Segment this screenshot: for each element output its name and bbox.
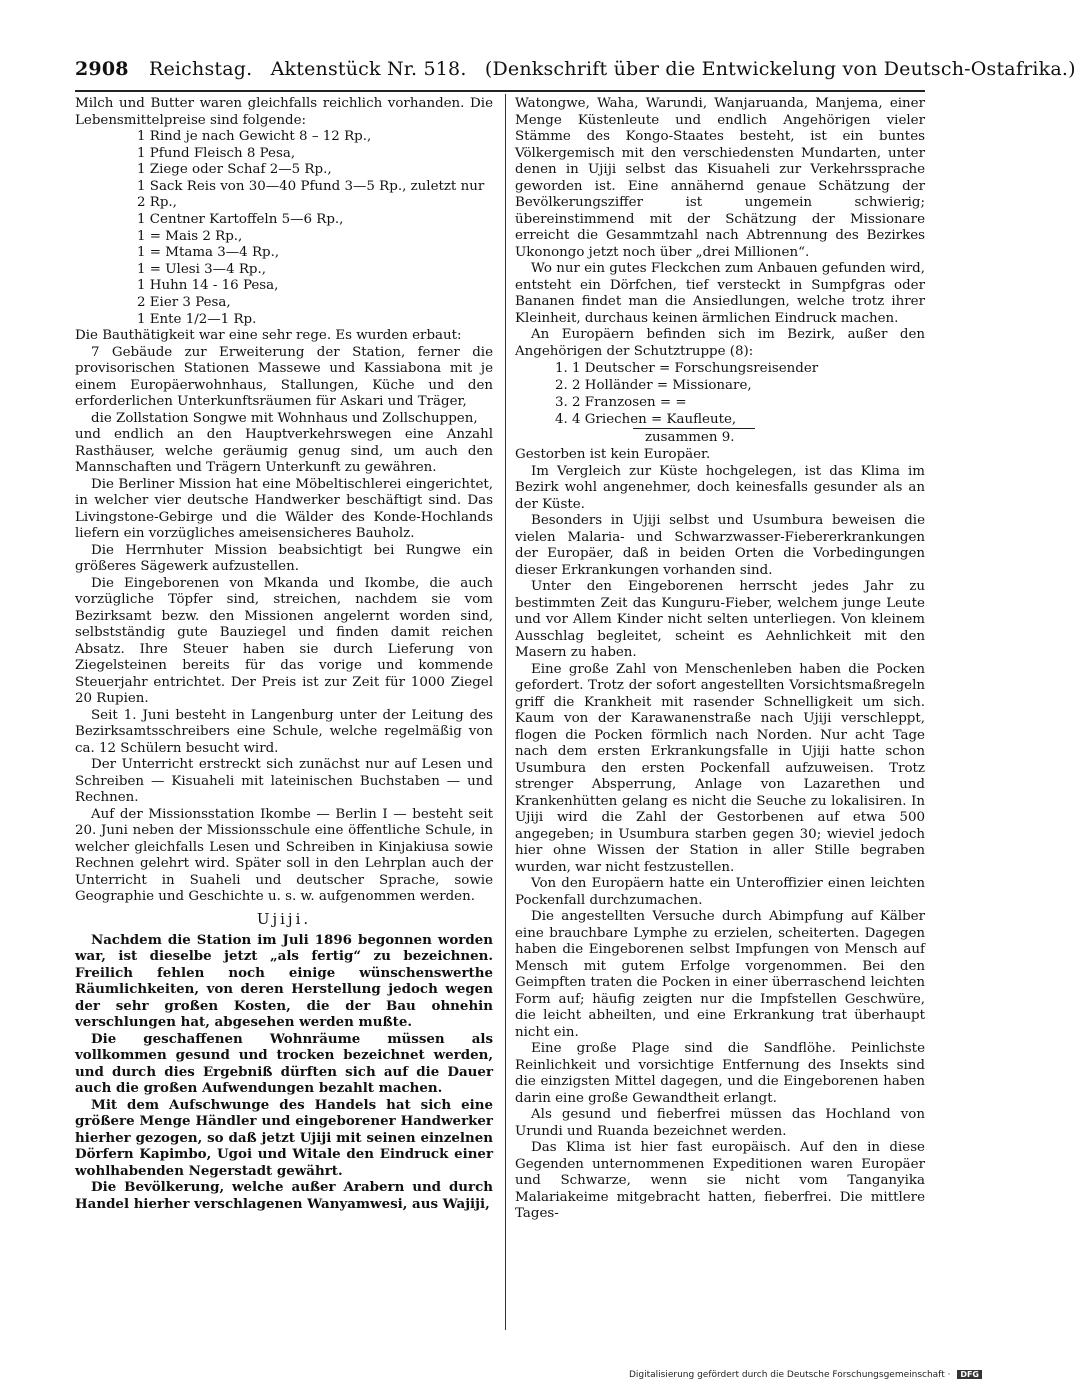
paragraph: Mit dem Aufschwunge des Handels hat sich eine größere Menge Händler und eingeborener Handwerker hierher gezogen, so daß jetzt Ujiji mit seinen einzelnen Dörfern Kapimbo, Ugoi und Witale den Eindruck einer wohlhabenden Negerstadt gewährt.	[75, 1096, 493, 1179]
right-column	[515, 96, 925, 1223]
section-heading: Ujiji.	[256, 909, 312, 928]
page-content	[75, 58, 1076, 1338]
paragraph: Watongwe, Waha, Warundi, Wanjaruanda, Manjema, einer Menge Küstenleute und endlich Angehörigen vieler Stämme des Kongo-Staates besteht, ist ein buntes Völkergemisch mit den verschiedensten Mundarten, unter denen in Ujiji selbst das Kisuaheli zur Verkehrssprache geworden ist. Eine annähernd genaue Schätzung der Bevölkerungsziffer ist ungemein schwierig; übereinstimmend mit der Schätzung der Missionare erreicht die Gesammtzahl nach Abtrennung des Bezirkes Ukonongo jetzt noch über „drei Millionen“.	[515, 96, 925, 260]
footer-text: Digitalisierung gefördert durch die Deutsche Forschungsgemeinschaft ·	[628, 1370, 951, 1380]
paragraph: Die Herrnhuter Mission beabsichtigt bei Rungwe ein größeres Sägewerk aufzustellen.	[75, 542, 493, 575]
price-item: 1 = Mtama 3—4 Rp.,	[137, 245, 280, 261]
paragraph: Der Unterricht erstreckt sich zunächst nur auf Lesen und Schreiben — Kisuaheli mit lateinischen Buchstaben — und Rechnen.	[75, 757, 493, 806]
paragraph: Die Eingeborenen von Mkanda und Ikombe, die auch vorzügliche Töpfer sind, streichen, nachdem sie vom Bezirksamt bezw. den Missionen angelernt worden sind, selbstständig gute Bauziegel und finden damit reichen Absatz. Ihre Steuer haben sie durch Lieferung von Ziegelsteinen bereits für das vorige und kommende Steuerjahr entrichtet. Der Preis ist zur Zeit für 1000 Ziegel 20 Rupien.	[75, 575, 493, 707]
price-list	[75, 129, 493, 328]
paragraph: Die angestellten Versuche durch Abimpfung auf Kälber eine brauchbare Lymphe zu erzielen, scheiterten. Dagegen haben die Eingeborenen selbst Impfungen von Mensch auf Mensch mit gutem Erfolge vorgenommen. Bei den Geimpften traten die Pocken in einer überraschend leichten Form auf; häufig zeigten nur die Impfstellen Geschwüre, die leicht abheilten, und eine Erkrankung trat überhaupt nicht ein.	[515, 909, 925, 1040]
bold-section	[75, 932, 493, 1213]
paragraph: Die Berliner Mission hat eine Möbeltischlerei eingerichtet, in welcher vier deutsche Handwerker beschäftigt sind. Das Livingstone-Gebirge und die Wälder des Konde-Hochlands liefern ein vorzügliches ameisensicheres Bauholz.	[75, 476, 493, 542]
paragraph: Eine große Plage sind die Sandflöhe. Peinlichste Reinlichkeit und vorsichtige Entfernung des Insekts sind die einzigsten Mittel dagegen, und die Eingeborenen haben darin eine große Gewandtheit erlangt.	[515, 1041, 925, 1106]
column-divider	[505, 94, 506, 1330]
paragraph: Im Vergleich zur Küste hochgelegen, ist das Klima im Bezirk wohl angenehmer, doch keinesfalls gesunder als an der Küste.	[515, 463, 925, 512]
europeans-item: 3. 2 Franzosen = =	[555, 395, 687, 410]
price-item: 2 Eier 3 Pesa,	[137, 294, 231, 310]
page-number: 2908	[75, 58, 129, 80]
building-item: und endlich an den Hauptverkehrswegen eine Anzahl Rasthäuser, welche geräumig genug sind, um auch den Mannschaften und Trägern Unterkunft zu gewähren.	[75, 427, 493, 476]
header-subject: (Denkschrift über die Entwickelung von Deutsch-Ostafrika.)	[484, 58, 1076, 80]
header-rule	[75, 90, 925, 92]
paragraph: Die geschaffenen Wohnräume müssen als vollkommen gesund und trocken bezeichnet werden, und durch dies Ergebniß dürften sich auf die Dauer auch die großen Aufwendungen bezahlt machen.	[75, 1030, 493, 1097]
building-intro: Die Bauthätigkeit war eine sehr rege. Es wurden erbaut:	[75, 328, 462, 344]
paragraph: Eine große Zahl von Menschenleben haben die Pocken gefordert. Trotz der sofort angestellten Vorsichtsmaßregeln griff die Krankheit mit rasender Schnelligkeit um sich. Kaum von der Karawanenstraße nach Ujiji verschleppt, flogen die Pocken förmlich nach Norden. Nur acht Tage nach dem ersten Erkrankungsfalle in Ujiji hatte schon Usumbura den ersten Pockenfall aufzuweisen. Trotz strenger Absperrung, Anlage von Lazarethen und Krankenhütten gelang es nicht die Seuche zu lokalisiren. In Ujiji wird die Zahl der Gestorbenen auf etwa 500 angegeben; in Usumbura starben gegen 30; wieviel jedoch hier ohne Wissen der Station in aller Stille begraben wurden, war nicht festzustellen.	[515, 661, 925, 875]
intro-paragraph: Milch und Butter waren gleichfalls reichlich vorhanden. Die Lebensmittelpreise sind folgende:	[75, 96, 493, 128]
left-column	[75, 96, 493, 1212]
building-item: 7 Gebäude zur Erweiterung der Station, ferner die provisorischen Stationen Massewe und Kassiabona mit je einem Europäerwohnhaus, Stallungen, Küche und den erforderlichen Unterkunftsräumen für Askari und Träger,	[75, 344, 493, 410]
europeans-list	[515, 360, 925, 428]
header-source: Reichstag.	[148, 58, 253, 80]
building-item: die Zollstation Songwe mit Wohnhaus und Zollschuppen,	[91, 410, 478, 426]
paragraph: Als gesund und fieberfrei müssen das Hochland von Urundi und Ruanda bezeichnet werden.	[515, 1107, 925, 1139]
price-item: 1 Huhn 14 - 16 Pesa,	[137, 278, 279, 294]
europeans-total: zusammen 9.	[633, 428, 755, 447]
price-item: 1 = Ulesi 3—4 Rp.,	[137, 261, 267, 277]
europeans-item: 2. 2 Holländer = Missionare,	[555, 378, 752, 393]
price-item: 1 Ente 1/2—1 Rp.	[137, 311, 257, 327]
paragraph: Von den Europäern hatte ein Unteroffizier einen leichten Pockenfall durchzumachen.	[515, 876, 925, 908]
price-item: 1 Pfund Fleisch 8 Pesa,	[137, 145, 296, 161]
price-item: 1 Rind je nach Gewicht 8 – 12 Rp.,	[137, 129, 372, 144]
paragraph: Seit 1. Juni besteht in Langenburg unter der Leitung des Bezirksamtsschreibers eine Schule, welche regelmäßig von ca. 12 Schülern besucht wird.	[75, 707, 493, 756]
paragraph: Nachdem die Station im Juli 1896 begonnen worden war, ist dieselbe jetzt „als fertig“ zu bezeichnen. Freilich fehlen noch einige wünschenswerthe Räumlichkeiten, von deren Herstellung jedoch wegen der sehr großen Kosten, die der Bau ohnehin verschlungen hat, abgesehen werden mußte.	[75, 931, 493, 1031]
paragraph: Die Bevölkerung, welche außer Arabern und durch Handel hierher verschlagenen Wanyamwesi, aus Wajiji,	[75, 1179, 493, 1212]
price-item: 1 = Mais 2 Rp.,	[137, 228, 243, 244]
price-item: 1 Centner Kartoffeln 5—6 Rp.,	[137, 211, 344, 227]
europeans-item: 1. 1 Deutscher = Forschungsreisender	[555, 361, 819, 376]
paragraph: Unter den Eingeborenen herrscht jedes Jahr zu bestimmten Zeit das Kunguru-Fieber, welchem junge Leute und vor Allem Kinder nicht selten unterliegen. Von kleinem Ausschlag begleitet, scheint es Aehnlichkeit mit den Masern zu haben.	[515, 579, 925, 660]
paragraph: Das Klima ist hier fast europäisch. Auf den in diese Gegenden unternommenen Expeditionen waren Europäer und Schwarze, wenn sie nicht vom Tanganyika Malariakeime mitgebracht hatten, fieberfrei. Die mittlere Tages-	[515, 1140, 925, 1221]
digitization-footer	[629, 1370, 982, 1380]
page-header	[75, 58, 1076, 88]
europeans-item: 4. 4 Griechen = Kaufleute,	[555, 412, 737, 427]
paragraph: Wo nur ein gutes Fleckchen zum Anbauen gefunden wird, entsteht ein Dörfchen, tief versteckt in Sumpfgras oder Bananen findet man die Ansiedlungen, welche trotz ihrer Kleinheit, durchaus keinen ärmlichen Eindruck machen.	[515, 261, 925, 326]
price-item: 1 Ziege oder Schaf 2—5 Rp.,	[137, 162, 332, 178]
paragraph: Gestorben ist kein Europäer.	[515, 447, 711, 462]
paragraph: An Europäern befinden sich im Bezirk, außer den Angehörigen der Schutztruppe (8):	[515, 327, 925, 359]
paragraph: Besonders in Ujiji selbst und Usumbura beweisen die vielen Malaria- und Schwarzwasser-Fiebererkrankungen der Europäer, daß in beiden Orten die Vorbedingungen dieser Erkrankungen vorhanden sind.	[515, 513, 925, 578]
paragraph: Auf der Missionsstation Ikombe — Berlin I — besteht seit 20. Juni neben der Missionsschule eine öffentliche Schule, in welcher gleichfalls Lesen und Schreiben in Kinjakiusa sowie Rechnen gelehrt wird. Später soll in den Lehrplan auch der Unterricht in Suaheli und deutscher Sprache, sowie Geographie und Geschichte u. s. w. aufgenommen werden.	[75, 806, 493, 905]
header-document: Aktenstück Nr. 518.	[270, 58, 467, 80]
price-item: 1 Sack Reis von 30—40 Pfund 3—5 Rp., zuletzt nur 2 Rp.,	[137, 178, 485, 211]
dfg-logo: DFG	[957, 1370, 982, 1379]
